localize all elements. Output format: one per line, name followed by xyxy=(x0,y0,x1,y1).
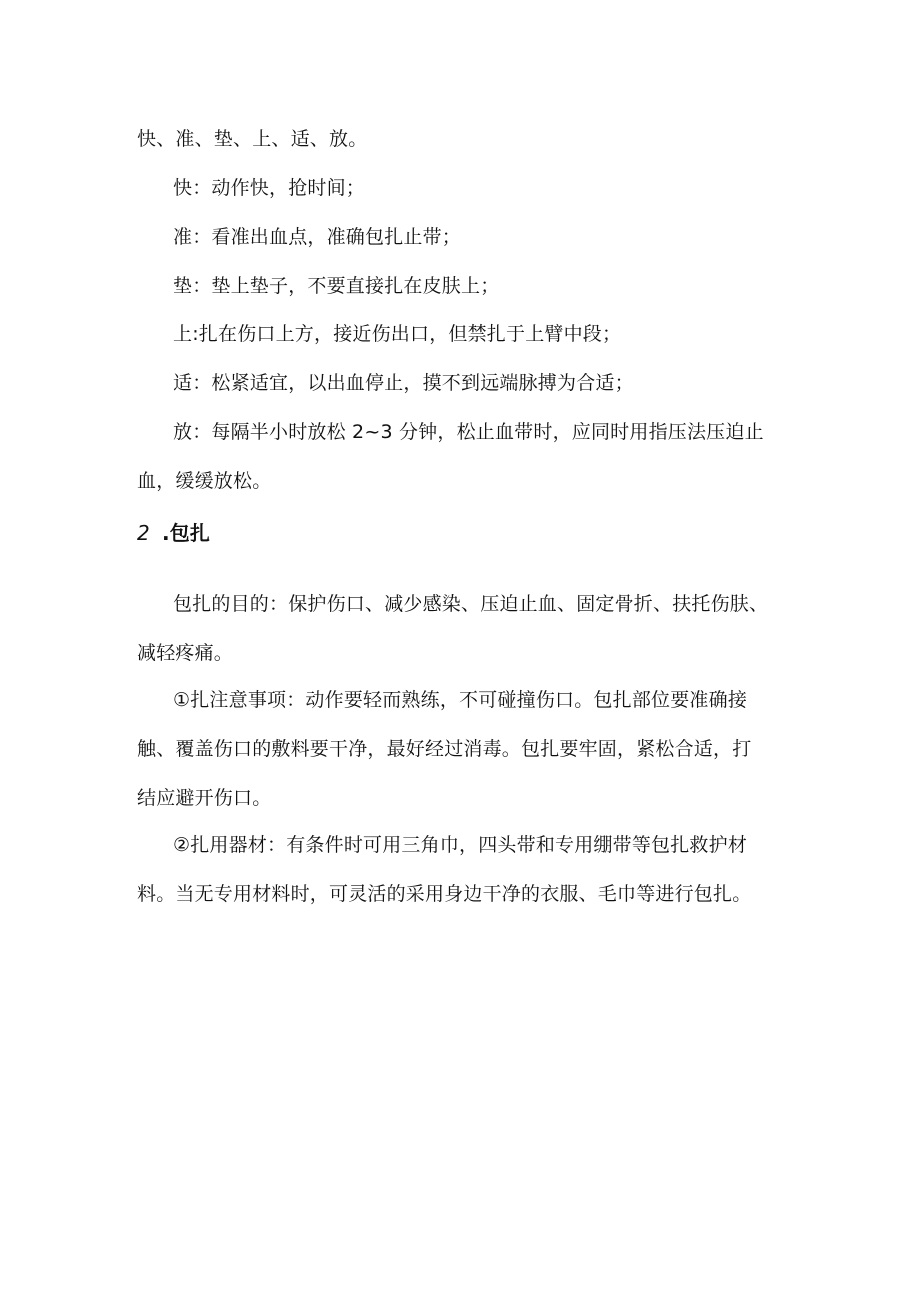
intro-line: 快、准、垫、上、适、放。 xyxy=(137,128,368,150)
purpose-line2: 减轻疼痛。 xyxy=(137,642,234,664)
item-quick: 快：动作快，抢时间； xyxy=(173,177,366,199)
item-release-line2: 血，缓缓放松。 xyxy=(137,470,272,492)
item-above: 上:扎在伤口上方，接近伤出口，但禁扎于上臂中段； xyxy=(173,323,622,345)
section-heading xyxy=(137,521,210,545)
item-fit: 适：松紧适宜，以出血停止，摸不到远端脉搏为合适； xyxy=(173,372,634,394)
section-title: .包扎 xyxy=(161,521,211,545)
item-pad: 垫：垫上垫子，不要直接扎在皮肤上； xyxy=(173,275,500,297)
item-release-line1: 放：每隔半小时放松 2~3 分钟，松止血带时，应同时用指压法压迫止 xyxy=(173,421,764,443)
equipment-line2: 料。当无专用材料时，可灵活的采用身边干净的衣服、毛巾等进行包扎。 xyxy=(137,883,752,905)
notes-line1: ①扎注意事项：动作要轻而熟练，不可碰撞伤口。包扎部位要准确接 xyxy=(173,689,748,711)
purpose-line1: 包扎的目的：保护伤口、减少感染、压迫止血、固定骨折、扶托伤肤、 xyxy=(173,593,769,615)
item-accurate: 准：看准出血点，准确包扎止带； xyxy=(173,226,462,248)
notes-line3: 结应避开伤口。 xyxy=(137,787,272,809)
equipment-line1: ②扎用器材：有条件时可用三角巾，四头带和专用绷带等包扎救护材 xyxy=(173,834,748,856)
section-number: 2 xyxy=(137,521,150,545)
notes-line2: 触、覆盖伤口的敷料要干净，最好经过消毒。包扎要牢固，紧松合适，打 xyxy=(137,738,752,760)
